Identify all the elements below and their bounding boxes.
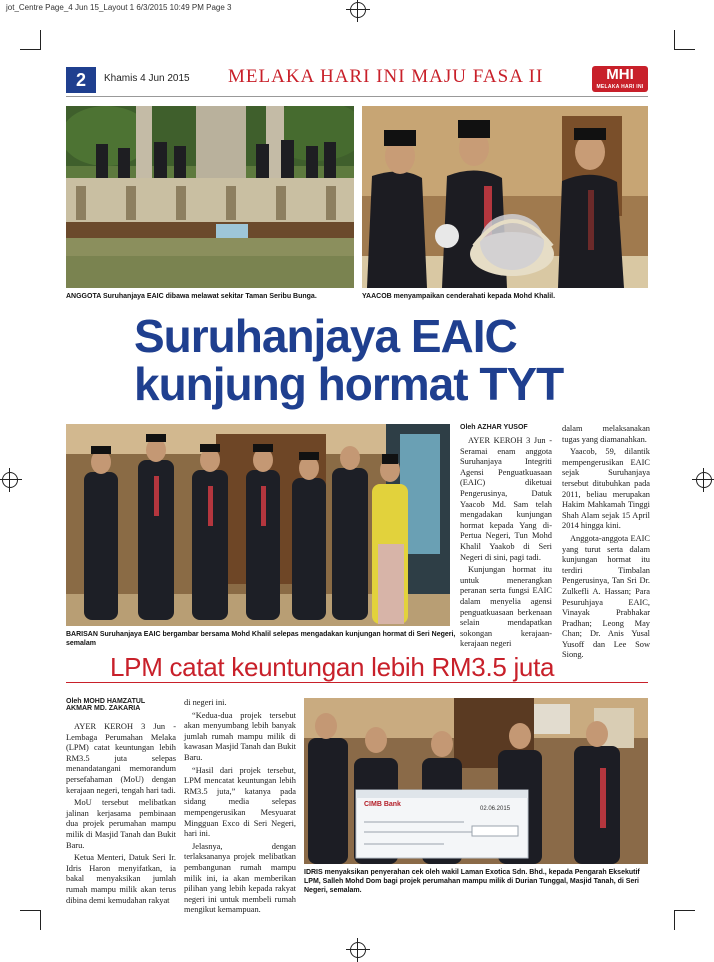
crop-mark (20, 910, 40, 911)
crop-mark (675, 49, 695, 50)
story2-col2-para: di negeri ini. (184, 698, 227, 707)
issue-date: Khamis 4 Jun 2015 (104, 73, 190, 84)
registration-mark-right (696, 472, 712, 488)
caption-group: BARISAN Suruhanjaya EAIC bergambar bersama Mohd Khalil selepas mengadakan kunjungan hormat di Seri Negeri, semalam (66, 631, 456, 647)
photo-souvenir (362, 106, 648, 288)
story1-col2-para: Anggota-anggota EAIC yang turut serta dalam kunjungan hormat itu terdiri Timbalan Pengerusinya, Tan Sri Dr. Zulkefli A. Hassan; Para Pesuruhjaya EAIC, Vinayak Prabhakar Pradhan; Leong May Chan; Dr. Anis Yusal Yusoff dan Lee Sow Siong. (562, 533, 650, 660)
byline-hamzatul (66, 698, 145, 712)
byline-line2: AKMAR MD. ZAKARIA (66, 705, 141, 712)
header-rule (66, 96, 648, 97)
caption-garden-visit: ANGGOTA Suruhanjaya EAIC dibawa melawat sekitar Taman Seribu Bunga. (66, 293, 317, 300)
story2-col2-para: “Kedua-dua projek tersebut akan menyumbang lebih banyak jumlah rumah mampu milik di kawasan Masjid Tanah dan Bukit Baru. (184, 710, 296, 762)
headline-eaic-line1: Suruhanjaya EAIC (134, 310, 517, 362)
story1-col2-para: dalam melaksanakan tugas yang diamanahkan. (562, 424, 650, 444)
registration-mark-left (2, 472, 18, 488)
story1-col2-para: Yaacob, 59, dilantik mempengerusikan EAIC sejak Suruhanjaya tersebut ditubuhkan pada 2011, beliau merupakan Hakim Mahkamah Tinggi Shah Alam sejak 15 April 2014 hingga kini. (562, 447, 650, 531)
photo-garden-visit (66, 106, 354, 288)
story2-col2-para: Jelasnya, dengan terlaksananya projek melibatkan pembangunan rumah mampu milik ini, ia akan memberikan pilihan yang lebih kepada rakyat negeri ini untuk membeli rumah mengikut kemampuan. (184, 841, 296, 915)
headline-eaic-line2: kunjung hormat TYT (134, 358, 564, 410)
page-number: 2 (66, 67, 96, 93)
mhi-logo (592, 66, 648, 92)
crop-mark (20, 49, 40, 50)
story2-col1-para: MoU tersebut melibatkan jalinan kerjasama pembinaan dua projek perumahan mampu milik di Masjid Tanah dan Bukit Baru. (66, 798, 176, 850)
story2-column1 (66, 722, 176, 908)
caption-cheque: IDRIS menyaksikan penyerahan cek oleh wakil Laman Exotica Sdn. Bhd., kepada Pengarah Eksekutif LPM, Salleh Mohd Dom bagi projek perumahan mampu milik di Durian Tunggal, Masjid Tanah, di Seri Negeri, semalam. (304, 869, 640, 894)
print-slug: jot_Centre Page_4 Jun 15_Layout 1 6/3/2015 10:49 PM Page 3 (6, 3, 232, 12)
story1-column1 (460, 436, 552, 652)
headline-divider (66, 682, 648, 683)
logo-main: MHI (606, 66, 634, 83)
crop-mark (674, 910, 675, 930)
logo-sub: MELAKA HARI INI (596, 84, 644, 90)
registration-mark-bottom (350, 942, 366, 958)
cheque-bank: CIMB Bank (364, 801, 401, 808)
headline-lpm: LPM catat keuntungan lebih RM3.5 juta (110, 652, 555, 682)
story2-col2-para: “Hasil dari projek tersebut, LPM mencatat keuntungan lebih RM3.5 juta,” katanya pada sidang media selepas mempengerusikan Mesyuarat Mingguan Exco di Seri Negeri, hari ini. (184, 765, 296, 839)
crop-mark (40, 30, 41, 50)
section-title: MELAKA HARI INI MAJU FASA II (228, 66, 544, 87)
cheque-date: 02.06.2015 (480, 806, 511, 812)
story2-col1-para: AYER KEROH 3 Jun - Lembaga Perumahan Melaka (LPM) catat keuntungan lebih RM3.5 juta selepas menandatangani memorandum persefahaman (MoU) dengan kerajaan negeri, tengah hari tadi. (66, 722, 176, 795)
crop-mark (674, 30, 675, 50)
story1-column2 (562, 424, 650, 663)
byline-line1: Oleh MOHD HAMZATUL (66, 698, 146, 705)
registration-mark-top (350, 2, 366, 18)
story1-col1-para: AYER KEROH 3 Jun - Seramai enam anggota Suruhanjaya Integriti Agensi Penguatkuasaan (EAIC) diketuai Pengerusinya, Datuk Yaacob Md. Sam telah mengadakan kunjungan hormat kepada Yang di-Pertua Negeri, Tun Mohd Khalil Yaakob di Seri Negeri di sini, pagi tadi. (460, 436, 552, 562)
caption-souvenir: YAACOB menyampaikan cenderahati kepada Mohd Khalil. (362, 293, 556, 300)
story1-col1-para: Kunjungan hormat itu untuk menerangkan peranan serta fungsi EAIC dalam menyelia agensi penguatkuasaan berkenaan selain mendapatkan sokongan kerajaan-kerajaan negeri (460, 565, 552, 649)
story2-col1-para: Ketua Menteri, Datuk Seri Ir. Idris Haron menyifatkan, ia bakal menyaksikan jumlah rumah mampu milik akan terus dibina demi kemudahan rakyat (66, 853, 176, 905)
photo-cheque (304, 698, 648, 864)
crop-mark (40, 910, 41, 930)
photo-group (66, 424, 450, 626)
byline-azhar: Oleh AZHAR YUSOF (460, 424, 528, 431)
headline-eaic (134, 312, 563, 408)
crop-mark (675, 910, 695, 911)
story2-column2 (184, 698, 296, 918)
